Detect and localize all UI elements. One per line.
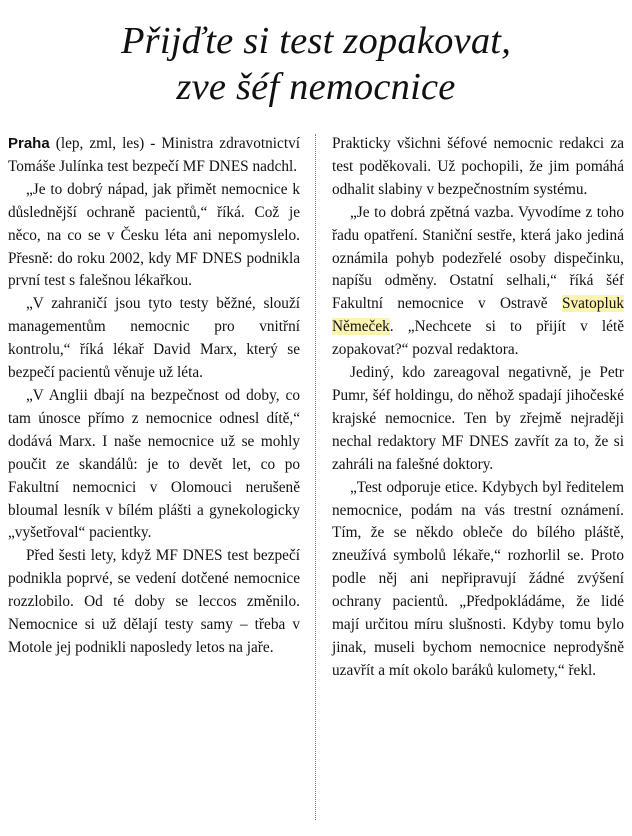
column-divider	[315, 134, 316, 820]
paragraph: Před šesti lety, když MF DNES test bezpečí podnikla poprvé, se vedení dotčené nemocnice rozzlobilo. Od té doby se leccos změnilo. Nemocnice si už dělají testy samy – třeba v Motole jej podnikli naposledy letos na jaře.	[8, 547, 300, 656]
right-column	[332, 133, 624, 683]
paragraph-text: (lep, zml, les) - Ministra zdravotnictví Tomáše Julínka test bezpečí MF DNES nadchl.	[8, 135, 300, 175]
highlighted-name: Svatopluk Němeček	[332, 295, 624, 336]
paragraph: „V Anglii dbají na bezpečnost od doby, co tam únosce přímo z nemocnice odnesl dítě,“ dodává Marx. I naše nemocnice už se mohly poučit ze skandálů: je to devět let, co po Fakultní nemocnici v Olomouci nerušeně bloumal lesník v bílém plášti a gynekologicky „vyšetřoval“ pacientky.	[8, 386, 300, 542]
paragraph	[8, 133, 300, 179]
paragraph: „Je to dobrý nápad, jak přimět nemocnice k důslednější ochraně pacientů,“ říká. Což je něco, na co se v Česku léta ani nepomyslelo. Přesně: do roku 2002, kdy MF DNES podnikla první test s falešnou lékařkou.	[8, 180, 300, 290]
paragraph: Prakticky všichni šéfové nemocnic redakci za test poděkovali. Už pochopili, že jim pomáhá odhalit slabiny v bezpečnostním systému.	[332, 135, 624, 198]
left-column	[8, 133, 300, 660]
paragraph	[332, 202, 624, 362]
headline-line-2: zve šéf nemocnice	[176, 66, 456, 108]
paragraph-text: „Je to dobrá zpětná vazba. Vyvodíme z toho řadu opatření. Staniční sestře, která jako jediná oznámila pohyb podezřelé osoby dispečinku, napíšu odměny. Ostatní selhali,“ říká šéf Fakultní nemocnice v Ostravě	[332, 203, 624, 313]
paragraph: „V zahraničí jsou tyto testy běžné, slouží managementům nemocnic pro vnitřní kontrolu,“ říká lékař David Marx, který se bezpečí pacientů věnuje už léta.	[8, 295, 300, 382]
headline	[0, 18, 632, 110]
paragraph-text-tail: . „Nechcete si to přijít v létě zopakovat?“ pozval redaktora.	[332, 318, 624, 359]
paragraph: Jediný, kdo zareagoval negativně, je Petr Pumr, šéf holdingu, do něhož spadají jihočeské krajské nemocnice. Ten by zřejmě nejraději nechal redaktory MF DNES zavřít za to, že si zahráli na falešné doktory.	[332, 364, 624, 473]
dateline: Praha	[8, 135, 50, 152]
headline-line-1: Přijďte si test zopakovat,	[120, 20, 512, 62]
paragraph: „Test odporuje etice. Kdybych byl ředitelem nemocnice, podám na vás trestní oznámení. Tím, že se někdo obleče do bílého pláště, zneužívá symbolů lékaře,“ rozhorlil se. Proto podle něj ani nepřipravují žádné zvýšení ochrany pacientů. „Předpokládáme, že lidé mají určitou míru slušnosti. Kdyby tomu bylo jinak, museli bychom nemocnice neprodyšně uzavřít a mít okolo baráků kulomety,“ řekl.	[332, 478, 624, 679]
